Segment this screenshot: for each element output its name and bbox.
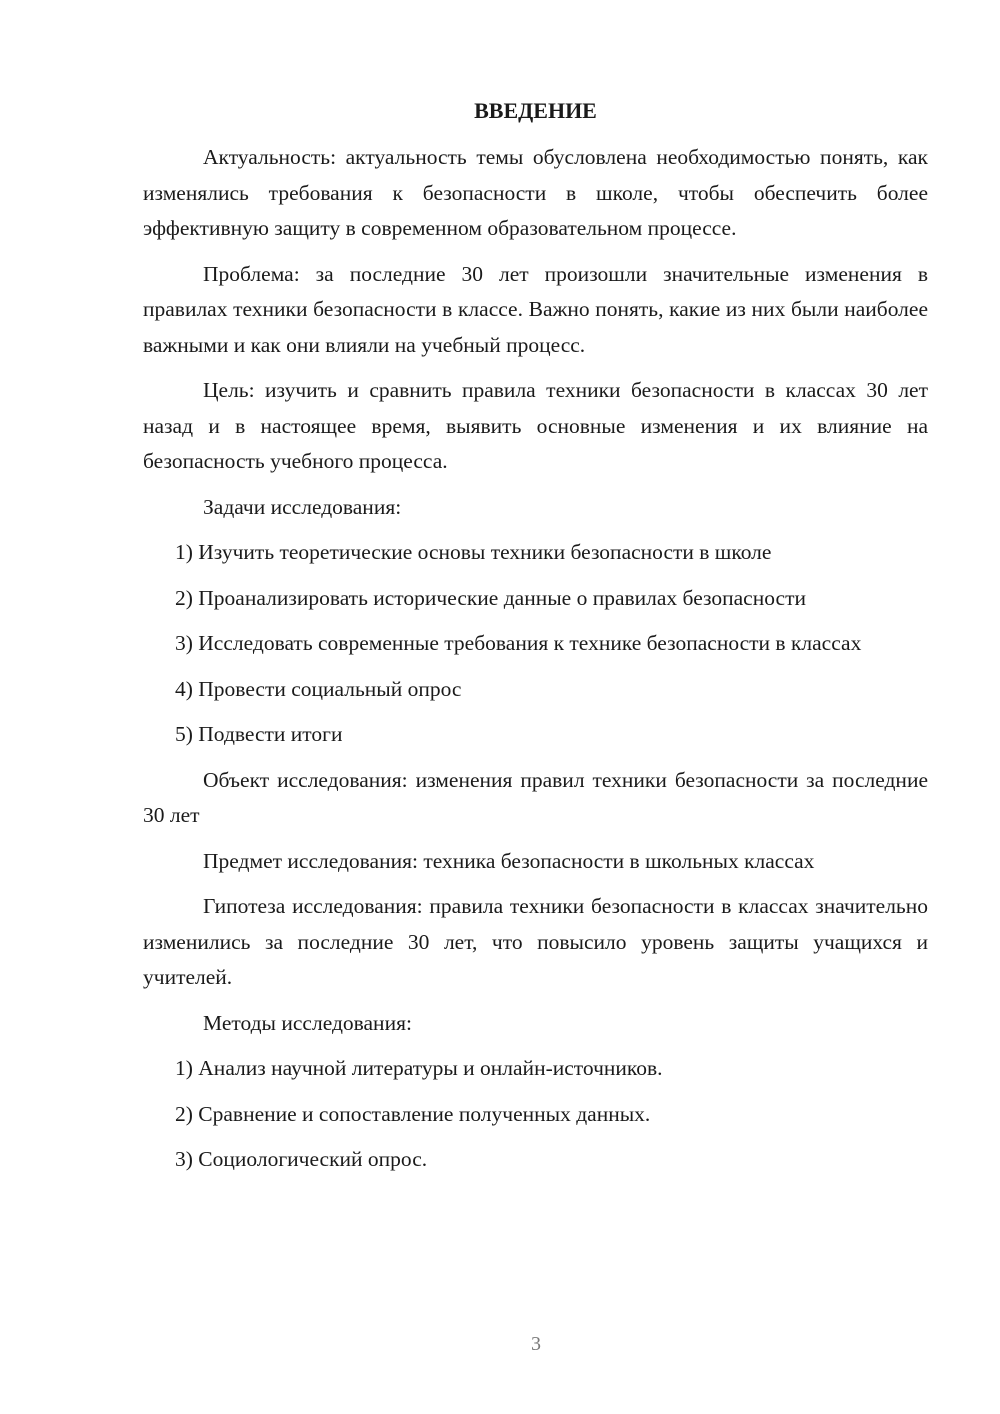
goal-paragraph: Цель: изучить и сравнить правила техники безопасности в классах 30 лет назад и в настоящее время, выявить основные изменения и их влияние на безопасность учебного процесса. — [143, 378, 928, 473]
task-item: 1) Изучить теоретические основы техники безопасности в школе — [175, 540, 772, 564]
task-item: 4) Провести социальный опрос — [175, 676, 462, 701]
section-heading: ВВЕДЕНИЕ — [474, 98, 597, 123]
method-item: 2) Сравнение и сопоставление полученных данных. — [175, 1101, 651, 1126]
object-paragraph: Объект исследования: изменения правил техники безопасности за последние 30 лет — [143, 767, 928, 827]
task-item: 2) Проанализировать исторические данные о правилах безопасности — [175, 585, 806, 610]
method-item: 1) Анализ научной литературы и онлайн-источников. — [175, 1056, 663, 1080]
methods-title: Методы исследования: — [203, 1010, 412, 1035]
page-number: 3 — [531, 1333, 541, 1355]
method-item: 3) Социологический опрос. — [175, 1147, 428, 1171]
problem-paragraph: Проблема: за последние 30 лет произошли значительные изменения в правилах техники безопасности в классе. Важно понять, какие из них были наиболее важными и как они влияли на учебный процесс. — [143, 261, 928, 357]
subject-paragraph: Предмет исследования: техника безопасности в школьных классах — [203, 848, 815, 873]
hypothesis-paragraph: Гипотеза исследования: правила техники безопасности в классах значительно изменились за последние 30 лет, что повысило уровень защиты учащихся и учителей. — [143, 894, 928, 989]
task-item: 5) Подвести итоги — [175, 722, 343, 746]
task-item: 3) Исследовать современные требования к технике безопасности в классах — [175, 631, 862, 655]
relevance-paragraph: Актуальность: актуальность темы обусловлена необходимостью понять, как изменялись требования к безопасности в школе, чтобы обеспечить более эффективную защиту в современном образовательном процессе. — [143, 145, 928, 240]
tasks-title: Задачи исследования: — [203, 494, 402, 519]
document-page — [143, 96, 928, 1178]
